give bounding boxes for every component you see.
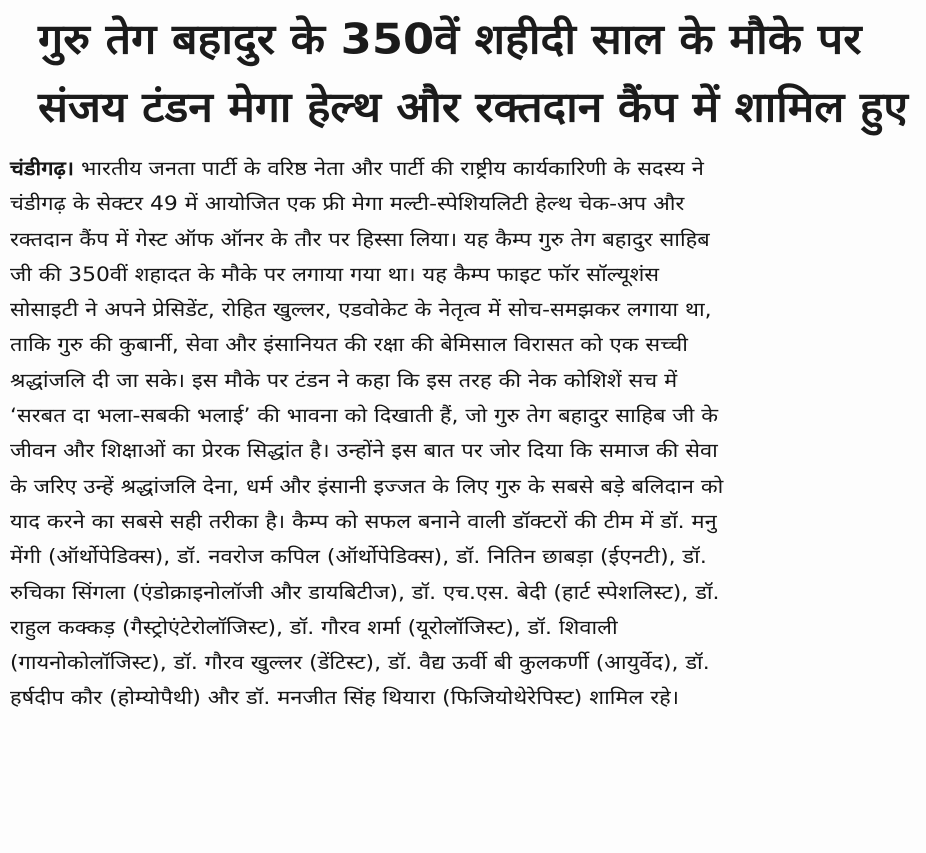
article-line-15: (गायनोकोलॉजिस्ट), डॉ. गौरव खुल्लर (डेंटिस्ट), डॉ. वैद्य ऊर्वी बी कुलकर्णी (आयुर्वेद), डॉ. [10, 651, 710, 675]
article-line-12: मेंगी (ऑर्थोपेडिक्स), डॉ. नवरोज कपिल (ऑर्थोपेडिक्स), डॉ. नितिन छाबड़ा (ईएनटी), डॉ. [10, 545, 707, 569]
article-line-10: के जरिए उन्हें श्रद्धांजलि देना, धर्म और इंसानी इज्जत के लिए गुरु के सबसे बड़े बलिदान को [10, 474, 724, 498]
article-line-3: रक्तदान कैंप में गेस्ट ऑफ ऑनर के तौर पर हिस्सा लिया। यह कैम्प गुरु तेग बहादुर साहिब [10, 227, 710, 251]
article-body [10, 151, 916, 716]
headline-line-1: गुरु तेग बहादुर के 350वें शहीदी साल के मौके पर [38, 15, 862, 64]
headline [38, 4, 918, 140]
article-line-6: ताकि गुरु की कुबार्नी, सेवा और इंसानियत की रक्षा की बेमिसाल विरासत को एक सच्ची [10, 333, 688, 357]
article-line-1 [10, 151, 926, 186]
dateline: चंडीगढ़। [10, 157, 75, 180]
article-line-8: ‘सरबत दा भला-सबकी भलाई’ की भावना को दिखाती हैं, जो गुरु तेग बहादुर साहिब जी के [10, 404, 719, 428]
article-line-5: सोसाइटी ने अपने प्रेसिडेंट, रोहित खुल्लर, एडवोकेट के नेतृत्व में सोच-समझकर लगाया था, [10, 298, 712, 322]
article-line-11: याद करने का सबसे सही तरीका है। कैम्प को सफल बनाने वाली डॉक्टरों की टीम में डॉ. मनु [10, 509, 717, 533]
article-line-7: श्रद्धांजलि दी जा सके। इस मौके पर टंडन ने कहा कि इस तरह की नेक कोशिशें सच में [10, 368, 678, 392]
headline-line-2: संजय टंडन मेगा हेल्थ और रक्तदान कैंप में शामिल हुए [38, 83, 908, 132]
article-line-9: जीवन और शिक्षाओं का प्रेरक सिद्धांत है। उन्होंने इस बात पर जोर दिया कि समाज की सेवा [10, 439, 718, 463]
article-line-13: रुचिका सिंगला (एंडोक्राइनोलॉजी और डायबिटीज), डॉ. एच.एस. बेदी (हार्ट स्पेशलिस्ट), डॉ. [10, 580, 720, 604]
article-line-2: चंडीगढ़ के सेक्टर 49 में आयोजित एक फ्री मेगा मल्टी-स्पेशियलिटी हेल्थ चेक-अप और [10, 192, 685, 216]
article-line-16: हर्षदीप कौर (होम्योपैथी) और डॉ. मनजीत सिंह थियारा (फिजियोथेरेपिस्ट) शामिल रहे। [10, 686, 680, 710]
article-line-1-text: भारतीय जनता पार्टी के वरिष्ठ नेता और पार्टी की राष्ट्रीय कार्यकारिणी के सदस्य ने [74, 157, 704, 180]
article-line-4: जी की 350वीं शहादत के मौके पर लगाया गया था। यह कैम्प फाइट फॉर सॉल्यूशंस [10, 262, 660, 286]
article-line-14: राहुल कक्कड़ (गैस्ट्रोएंटेरोलॉजिस्ट), डॉ. गौरव शर्मा (यूरोलॉजिस्ट), डॉ. शिवाली [10, 615, 618, 639]
